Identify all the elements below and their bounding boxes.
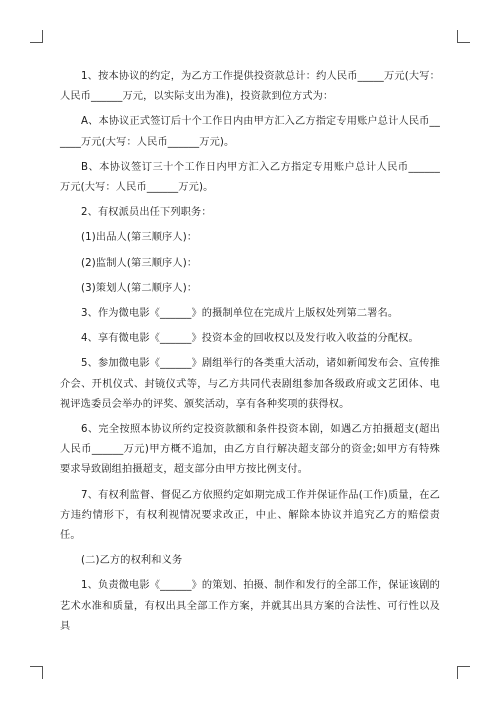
crop-mark-bottom-left	[30, 666, 43, 679]
crop-mark-top-right	[457, 30, 470, 43]
paragraph-positions: 2、有权派员出任下列职务：	[81, 207, 212, 219]
paragraph-producer: (1)出品人(第三顺序人)：	[81, 232, 198, 244]
paragraph-party-b-duty: 1、负责微电影《______》的策划、拍摄、制作和发行的全部工作，保证该剧的艺术水准和质量，有权出具全部工作方案，并就其出具方案的合法性、可行性以及具	[60, 580, 440, 632]
paragraph-supervision: 7、有权利监督、督促乙方依照约定如期完成工作并保证作品(工作)质量，在乙方违约情形下，有权利视情况要求改正，中止、解除本协议并追究乙方的赔偿责任。	[60, 489, 440, 542]
crop-mark-bottom-right	[457, 666, 470, 679]
paragraph-overspend: 6、完全按照本协议所约定投资款额和条件投资本剧，如遇乙方拍摄超支(超出人民币______万元)甲方概不追加，由乙方自行解决超支部分的资金;如甲方有特殊要求导致剧组拍摄超支，超支部分由甲方按比例支付。	[60, 424, 440, 476]
paragraph-planner: (3)策划人(第二顺序人)：	[81, 282, 198, 294]
document-body	[60, 67, 440, 642]
section-heading-party-b: (二)乙方的权利和义务	[81, 555, 183, 567]
paragraph-clause-b: B、本协议签订三十个工作日内甲方汇入乙方指定专用账户总计人民币______万元(大写：人民币______万元)。	[60, 161, 440, 194]
paragraph-investment-total: 1、按本协议的约定，为乙方工作提供投资款总计：约人民币_____万元(大写：人民币______万元，以实际支出为准)，投资款到位方式为：	[60, 71, 440, 103]
crop-mark-top-left	[30, 30, 43, 43]
paragraph-credit: 3、作为微电影《______》的摄制单位在完成片上版权处列第二署名。	[81, 308, 399, 320]
paragraph-clause-a: A、本协议正式签订后十个工作日内由甲方汇入乙方指定专用账户总计人民币______万元(大写：人民币______万元)。	[60, 116, 440, 148]
paragraph-events: 5、参加微电影《______》剧组举行的各类重大活动，诸如新闻发布会、宣传推介会、开机仪式、封镜仪式等，与乙方共同代表剧组参加各级政府或文艺团体、电视评选委员会举办的评奖、颁奖活动，享有各种奖项的获得权。	[60, 358, 440, 410]
paragraph-supervisor: (2)监制人(第三顺序人)：	[81, 257, 198, 269]
paragraph-revenue-rights: 4、享有微电影《______》投资本金的回收权以及发行收入收益的分配权。	[81, 333, 419, 345]
